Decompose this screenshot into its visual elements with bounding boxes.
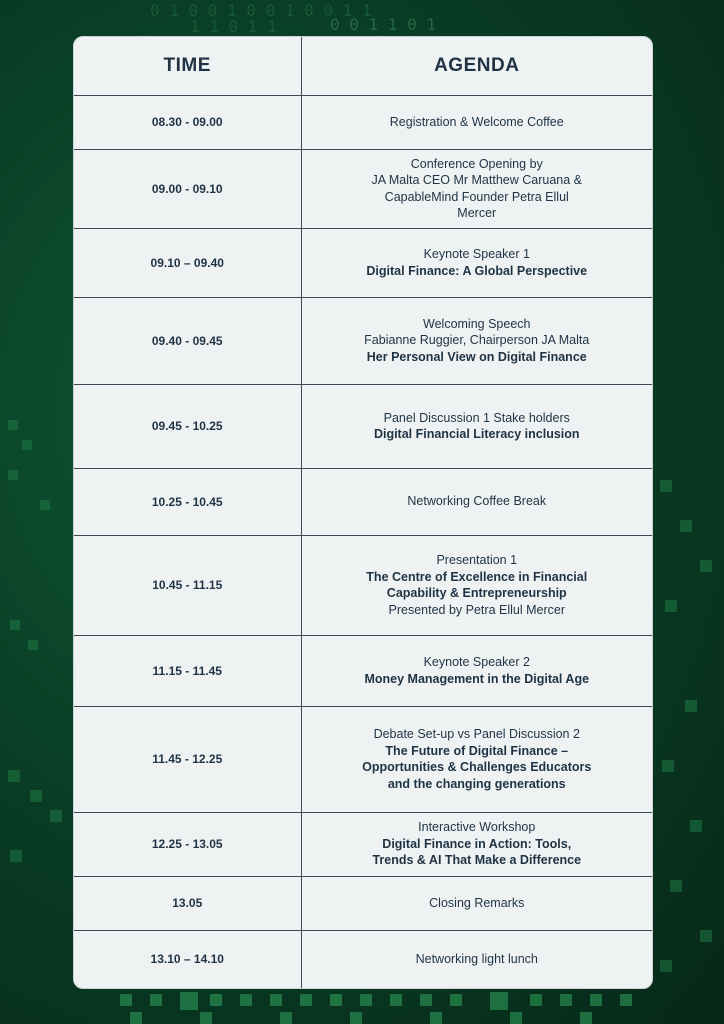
agenda-row bbox=[74, 812, 652, 876]
session-detail: Networking light lunch bbox=[415, 952, 538, 966]
agenda-cell bbox=[301, 635, 652, 706]
time-cell: 09.10 – 09.40 bbox=[74, 228, 301, 297]
time-cell: 13.05 bbox=[74, 876, 301, 930]
agenda-row bbox=[74, 228, 652, 297]
agenda-row bbox=[74, 876, 652, 930]
agenda-cell bbox=[301, 95, 652, 149]
session-title: Money Management in the Digital Age bbox=[364, 671, 590, 686]
session-title: Trends & AI That Make a Difference bbox=[372, 853, 582, 868]
session-detail: Keynote Speaker 1 bbox=[423, 247, 530, 261]
time-cell: 11.15 - 11.45 bbox=[74, 635, 301, 706]
time-cell: 12.25 - 13.05 bbox=[74, 812, 301, 876]
agenda-table bbox=[74, 37, 652, 988]
session-detail: Fabianne Ruggier, Chairperson JA Malta bbox=[364, 333, 590, 348]
agenda-cell bbox=[301, 876, 652, 930]
session-detail: Registration & Welcome Coffee bbox=[389, 114, 564, 129]
agenda-cell bbox=[301, 535, 652, 635]
session-title: The Centre of Excellence in Financial bbox=[366, 569, 588, 584]
session-detail: CapableMind Founder Petra Ellul bbox=[384, 189, 569, 204]
agenda-card bbox=[73, 36, 653, 989]
agenda-row bbox=[74, 384, 652, 468]
agenda-cell bbox=[301, 468, 652, 535]
time-cell: 10.25 - 10.45 bbox=[74, 468, 301, 535]
svg-text:1 1 0 1 1: 1 1 0 1 1 bbox=[190, 17, 277, 36]
session-detail: Welcoming Speech bbox=[423, 316, 531, 331]
agenda-row bbox=[74, 149, 652, 228]
session-title: Digital Finance in Action: Tools, bbox=[382, 836, 572, 851]
time-cell: 08.30 - 09.00 bbox=[74, 95, 301, 149]
session-detail: Presentation 1 bbox=[436, 553, 518, 567]
time-header: TIME bbox=[74, 37, 301, 95]
time-cell: 09.40 - 09.45 bbox=[74, 297, 301, 384]
agenda-row bbox=[74, 706, 652, 812]
time-cell: 13.10 – 14.10 bbox=[74, 930, 301, 988]
time-cell: 11.45 - 12.25 bbox=[74, 706, 301, 812]
session-detail: Keynote Speaker 2 bbox=[423, 655, 530, 669]
agenda-row bbox=[74, 635, 652, 706]
session-detail: Presented by Petra Ellul Mercer bbox=[388, 602, 565, 617]
agenda-row bbox=[74, 468, 652, 535]
session-detail: Mercer bbox=[457, 206, 497, 220]
session-title: Digital Financial Literacy inclusion bbox=[373, 427, 580, 441]
svg-text:0 0 1 1 0 1: 0 0 1 1 0 1 bbox=[330, 15, 436, 34]
agenda-cell bbox=[301, 297, 652, 384]
time-cell: 09.00 - 09.10 bbox=[74, 149, 301, 228]
agenda-cell bbox=[301, 930, 652, 988]
session-title: and the changing generations bbox=[387, 776, 566, 791]
session-title: The Future of Digital Finance – bbox=[385, 743, 569, 758]
session-title: Her Personal View on Digital Finance bbox=[366, 349, 587, 364]
session-detail: Panel Discussion 1 Stake holders bbox=[383, 410, 570, 425]
agenda-cell bbox=[301, 706, 652, 812]
agenda-cell bbox=[301, 228, 652, 297]
agenda-row bbox=[74, 535, 652, 635]
session-detail: Debate Set-up vs Panel Discussion 2 bbox=[373, 727, 580, 741]
svg-text:0 1 0 0 1 0 0 1 0 0 1 1: 0 1 0 0 1 0 0 1 0 0 1 1 bbox=[150, 1, 372, 20]
session-detail: Conference Opening by bbox=[410, 156, 543, 171]
time-cell: 10.45 - 11.15 bbox=[74, 535, 301, 635]
header-row bbox=[74, 37, 652, 95]
agenda-row bbox=[74, 95, 652, 149]
agenda-header: AGENDA bbox=[301, 37, 652, 95]
session-detail: JA Malta CEO Mr Matthew Caruana & bbox=[371, 173, 582, 187]
session-title: Opportunities & Challenges Educators bbox=[362, 760, 592, 774]
agenda-cell bbox=[301, 149, 652, 228]
session-detail: Networking Coffee Break bbox=[407, 494, 547, 509]
agenda-cell bbox=[301, 812, 652, 876]
time-cell: 09.45 - 10.25 bbox=[74, 384, 301, 468]
session-detail: Interactive Workshop bbox=[418, 820, 536, 835]
session-title: Digital Finance: A Global Perspective bbox=[366, 263, 588, 278]
agenda-cell bbox=[301, 384, 652, 468]
agenda-row bbox=[74, 297, 652, 384]
agenda-row bbox=[74, 930, 652, 988]
session-detail: Closing Remarks bbox=[429, 895, 525, 910]
session-title: Capability & Entrepreneurship bbox=[386, 586, 567, 600]
